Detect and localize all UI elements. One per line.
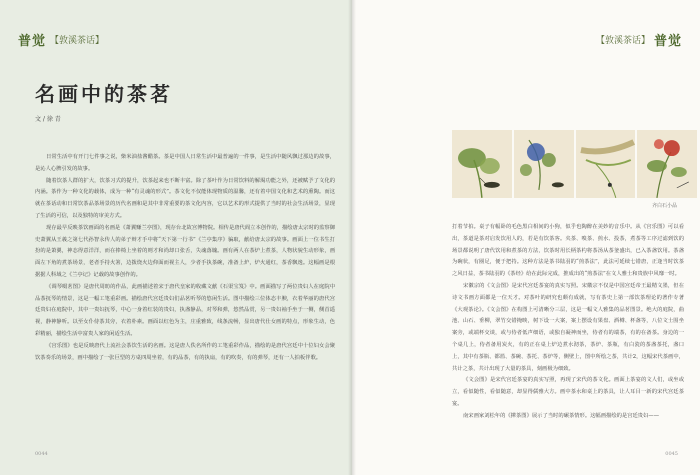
right-page-number: 0045 — [665, 451, 678, 457]
magazine-logo: 普觉 — [18, 34, 47, 49]
right-body-text — [452, 222, 684, 423]
left-page-number: 0044 — [35, 451, 48, 457]
painting-grasshopper — [452, 130, 512, 198]
painting-red-flower — [637, 130, 697, 198]
right-header — [596, 30, 682, 49]
painting-caption: 齐白石小品 — [652, 203, 678, 209]
paragraph: 打着节拍。桌子有幅卧的毛色黑白相间的小狗，似乎也陶醉在美妙的音乐中。从《宫乐图》可以看出，茶道是茶对启发饮用人的，若是有饮茶客。夹茶、嗅茶、煎水、投茶，煮茶等工序过滤到饮的场景都说明了唐代饮用和煮茶的方法，饮茶时用长柄茶杓将茶汤从茶釜盛出，已入茶盏饮用。茶盏为碗状，有圈足，便于把持。这种方法是茶书陆羽的“煎茶法”，此法可延续七错唐，正逢当时饮茶之风日益，茶书陆羽的《茶经》给在此际完成，推成出的“煎茶法”在文人雅士和贵族中风靡一时。 — [452, 224, 684, 278]
painting-morning-glory — [514, 130, 574, 198]
painting-millet — [576, 130, 636, 198]
paragraph: 南宋画家刘松年的《撵茶图》展示了当时的碾茶情形。这幅画描绘的是宫廷贵妇—— — [463, 412, 659, 419]
left-body-text — [35, 152, 335, 364]
paragraph: 《宫乐图》也是反映唐代上流社会茶饮生活的名画。这是唐人佚名所作的工笔重彩作品，描绘的是唐代宫廷中十位妇女会聚饮茶奏乐的场景，画中描绘了一张巨型的方桌四周坐着，有的品茶，有的执扇，有的吹奏，有的弹琴，还有一人拍板伴歌。 — [35, 342, 335, 361]
article-byline: 文 / 徐 青 — [35, 116, 61, 123]
column-name: 【敦溪茶话】 — [50, 36, 105, 46]
column-name: 【敦溪茶话】 — [595, 36, 650, 46]
article-title: 名画中的茶茗 — [35, 82, 173, 106]
paragraph: 随着饮茶人群的扩大，饮茶习式的提升，饮茶起来也不断丰富。除了茶叶作为日常饮料的解渴功能之外，还被赋予了文化的内涵。茶作为一种文化的载体，成为一种“有灵魂的形式”。茶文化不仅能体现物质的温馨，还有着中国文化和艺术的熏陶。而这就在茶话动和日常饮茶品茶场景的历代名画和是其中非常重要的茶文化内容，它以艺术的形式提供了当时的社会生活场景，显现了生活的可信，以及独特的审美方式。 — [35, 177, 335, 219]
paragraph: 日常生活中有开门七件事之说，柴米油盐酱醋茶。茶是中国人日常生活中最普遍的一件事，是生活中随风飘过那边的故事，是沁人心脾引发的故事。 — [35, 154, 335, 172]
page-gutter — [348, 0, 356, 475]
paragraph: 宋徽宗的《文会图》是宋代宫廷茶宴的真实写照。宋徽宗不仅是中国宫廷帝王最精文墨，但在诗文书画方面都是一位天才。对茶叶的研究也颇有成就，写有茶史上第一部饮茶理论的著作专著《大观茶论》。《文会图》在构图上可清晰分三层，这是一幅文人雅集的品茗图景。绝大的庭院，曲池、山石、垂柳，翠竹交错掩映，树下设一大案，案上摆设有果盘、酒樽、杯盏等，八位文士围坐案旁，或端杯交谈，或与侍者低声细语，或独自凝神而坐，侍者有的端茶，有的在备茶。身边的一个桌几上，侍者备用炭火，有的正在桌上炉边煮水沏茶，茶炉、茶瓶，有白瓷的茶盏茶托，盏口上，其中有茶瓶、都篮、茶碗、茶托、茶炉等，侧壁上，图中所绘之茶，共计2，这幅宋代茶画中，共计之茶，共计出现了大量的茶具，刻画极为细致。 — [452, 282, 684, 372]
right-page — [352, 0, 700, 475]
painting-strip — [452, 130, 697, 198]
left-header — [18, 30, 104, 49]
paragraph: 现存最早反映茶饮画面的名画是《萧翼赚兰亭图》，现存台北故宫博物院。相传是唐代阎立本创作的，描绘唐太宗时的监察御史萧翼从王羲之第七代孙智永传人的弟子辩才手中将“天下第一行书”《兰亭集序》骗取，献给唐太宗的故事。画面上一位书生打扮的是萧翼，神态得意洋洋，而在捧椅上坐着的则才和尚却口张舌，失魂落魄。画有两人在茶炉上煮茶，人物状貌生动形象，画面左下角的煮茶场景，老者手持火箸，边拨烧火边仰面而视主人，少者手执茶碗，准备上炉，炉火通红，茶香飘逸。这幅画是根据据人科域之《兰亭记》记载的故事创作的。 — [35, 224, 335, 278]
paragraph: 《调琴啜茗图》是唐代周昉的作品，此画描述着宋于唐代皇家的收藏文献《石渠宝笈》中。画面描写了两位贵妇人在庭院中品茶抚琴的情景，这是一幅工笔重彩画。描绘唐代宫廷贵妇们品茗听琴的悠闲生活。图中描绘三位体态丰腴，衣着华丽的唐代宫廷贵妇在庭院中，其中一贵妇抚琴，中心一身着红装的贵妇，执盏静品，对琴和弹，悠然品赏，另一贵妇袖手坐于一侧，侧首遥视，静神静听。以至女仆侍茶其旁，衣着朴素。画面以红色为主，庄重雅致，线条流畅，显出唐代仕女画的特点，形象生动，色彩精丽，描绘生活中富贵人家的闲适生活。 — [35, 283, 335, 337]
paragraph: 《文会图》是宋代宫廷茶宴的真实写照，再现了宋代的茶文化。画面上茶宴的文人们，或坐或立，看似随性，看似随意，却显得儒雅大方。画中茶水和桌上的茶具，让人耳目一新的宋代宫廷茶宴。 — [452, 377, 684, 407]
magazine-logo: 普觉 — [653, 34, 682, 49]
